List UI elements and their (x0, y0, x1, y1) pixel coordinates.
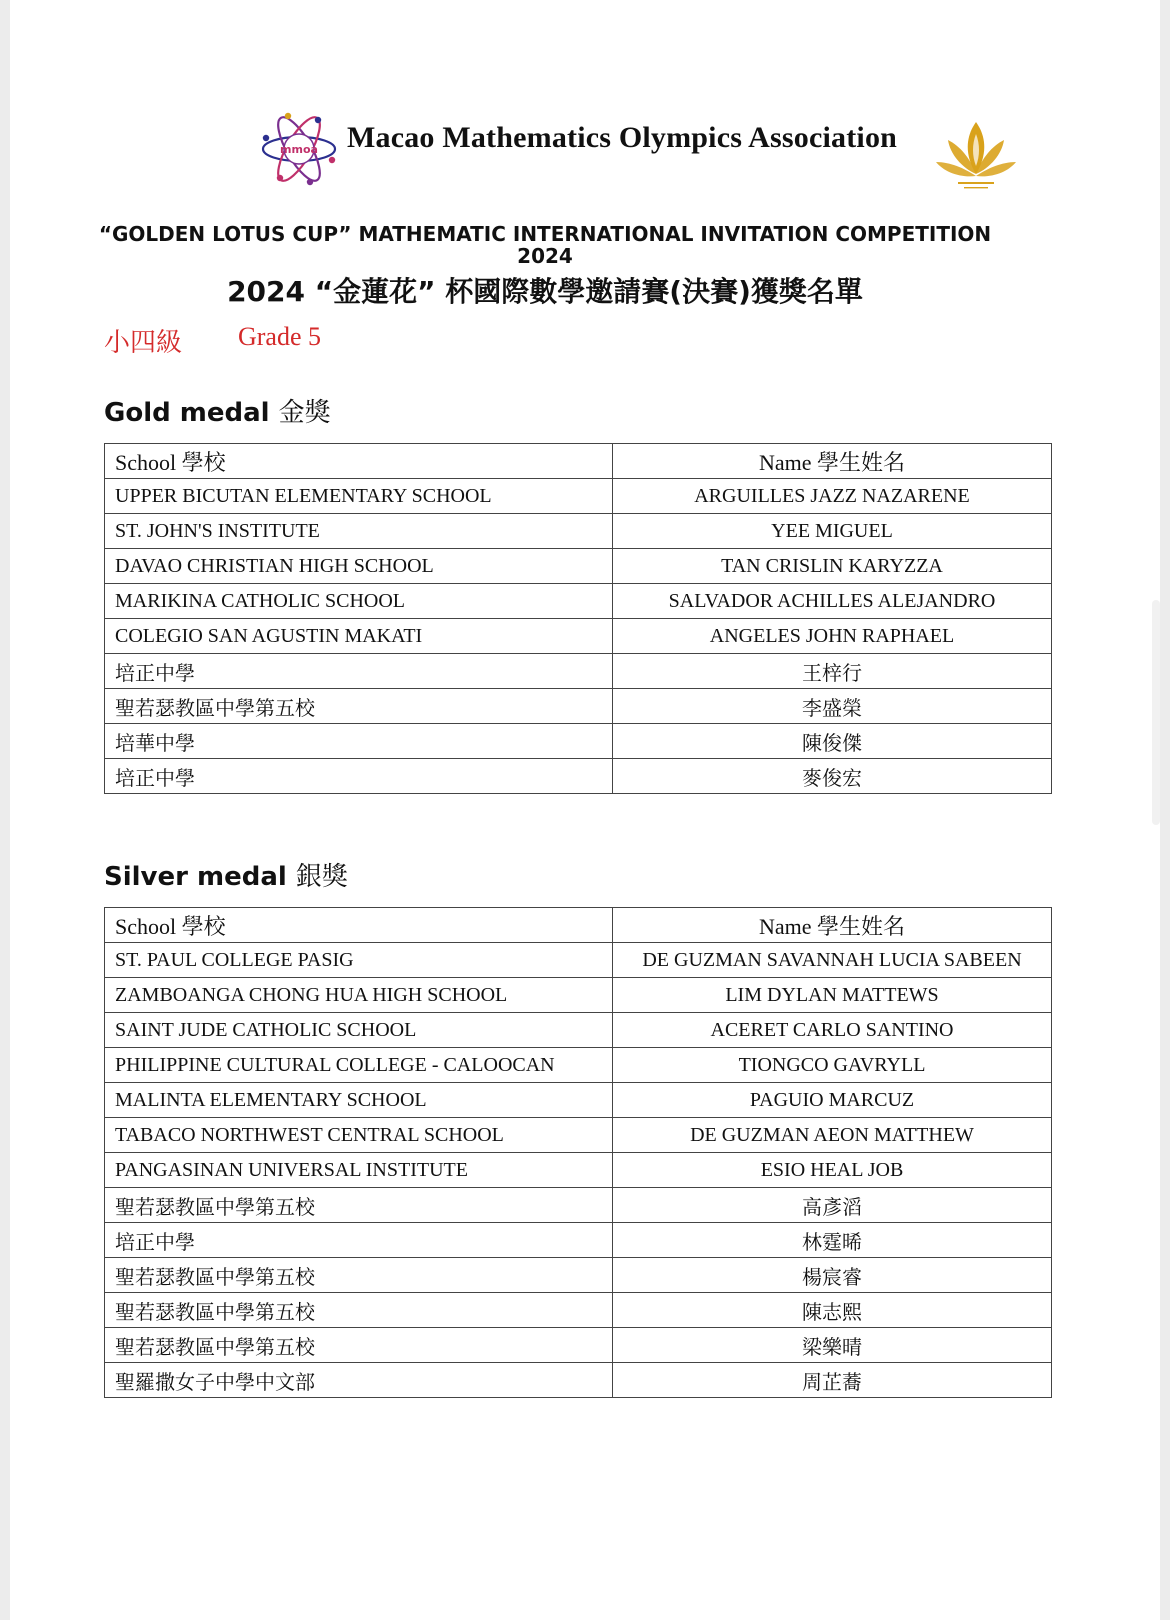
table-header-row (105, 908, 1052, 943)
student-name-cell: PAGUIO MARCUZ (613, 1083, 1052, 1118)
scrollbar[interactable] (1152, 600, 1160, 825)
school-cell: SAINT JUDE CATHOLIC SCHOOL (105, 1013, 613, 1048)
student-name-cell: DE GUZMAN SAVANNAH LUCIA SABEEN (613, 943, 1052, 978)
org-name: Macao Mathematics Olympics Association (347, 121, 898, 154)
school-cell: PHILIPPINE CULTURAL COLLEGE - CALOOCAN (105, 1048, 613, 1083)
column-header-school: School 學校 (105, 908, 613, 943)
silver-medal-heading-en: Silver medal (104, 862, 287, 892)
school-cell: ST. PAUL COLLEGE PASIG (105, 943, 613, 978)
silver-medal-table (104, 907, 1052, 1398)
student-name-cell: ARGUILLES JAZZ NAZARENE (613, 479, 1052, 514)
school-cell: 培正中學 (105, 759, 613, 794)
school-cell: 聖若瑟教區中學第五校 (105, 689, 613, 724)
student-name-cell: 梁樂晴 (613, 1328, 1052, 1363)
student-name-cell: TIONGCO GAVRYLL (613, 1048, 1052, 1083)
student-name-cell: 楊宸睿 (613, 1258, 1052, 1293)
silver-medal-heading (104, 856, 348, 893)
school-cell: UPPER BICUTAN ELEMENTARY SCHOOL (105, 479, 613, 514)
table-row (105, 943, 1052, 978)
column-header-name: Name 學生姓名 (613, 444, 1052, 479)
table-row (105, 1328, 1052, 1363)
golden-lotus-emblem (934, 118, 1018, 196)
school-cell: MARIKINA CATHOLIC SCHOOL (105, 584, 613, 619)
school-cell: 聖若瑟教區中學第五校 (105, 1293, 613, 1328)
table-row (105, 1048, 1052, 1083)
student-name-cell: LIM DYLAN MATTEWS (613, 978, 1052, 1013)
school-cell: 培正中學 (105, 1223, 613, 1258)
student-name-cell: YEE MIGUEL (613, 514, 1052, 549)
table-row (105, 1083, 1052, 1118)
gold-medal-heading (104, 392, 331, 429)
school-cell: 聖若瑟教區中學第五校 (105, 1328, 613, 1363)
competition-title-zh: 2024 “金蓮花” 杯國際數學邀請賽(決賽)獲獎名單 (227, 275, 863, 308)
student-name-cell: 王梓行 (613, 654, 1052, 689)
table-row (105, 759, 1052, 794)
school-cell: PANGASINAN UNIVERSAL INSTITUTE (105, 1153, 613, 1188)
silver-medal-heading-zh: 銀獎 (295, 862, 348, 892)
school-cell: MALINTA ELEMENTARY SCHOOL (105, 1083, 613, 1118)
table-row (105, 978, 1052, 1013)
school-cell: 聖若瑟教區中學第五校 (105, 1258, 613, 1293)
table-row (105, 619, 1052, 654)
school-cell: DAVAO CHRISTIAN HIGH SCHOOL (105, 549, 613, 584)
table-row (105, 1258, 1052, 1293)
school-cell: COLEGIO SAN AGUSTIN MAKATI (105, 619, 613, 654)
table-row (105, 1153, 1052, 1188)
student-name-cell: SALVADOR ACHILLES ALEJANDRO (613, 584, 1052, 619)
table-row (105, 479, 1052, 514)
student-name-cell: ANGELES JOHN RAPHAEL (613, 619, 1052, 654)
table-row (105, 514, 1052, 549)
gold-medal-table (104, 443, 1052, 794)
student-name-cell: TAN CRISLIN KARYZZA (613, 549, 1052, 584)
student-name-cell: 陳俊傑 (613, 724, 1052, 759)
table-row (105, 1013, 1052, 1048)
table-row (105, 549, 1052, 584)
table-row (105, 654, 1052, 689)
table-row (105, 1293, 1052, 1328)
column-header-school: School 學校 (105, 444, 613, 479)
school-cell: 聖羅撒女子中學中文部 (105, 1363, 613, 1398)
column-header-name: Name 學生姓名 (613, 908, 1052, 943)
table-header-row (105, 444, 1052, 479)
school-cell: 培正中學 (105, 654, 613, 689)
student-name-cell: 陳志熙 (613, 1293, 1052, 1328)
table-row (105, 1363, 1052, 1398)
table-row (105, 689, 1052, 724)
student-name-cell: DE GUZMAN AEON MATTHEW (613, 1118, 1052, 1153)
school-cell: ST. JOHN'S INSTITUTE (105, 514, 613, 549)
table-row (105, 584, 1052, 619)
table-row (105, 1188, 1052, 1223)
student-name-cell: ESIO HEAL JOB (613, 1153, 1052, 1188)
school-cell: ZAMBOANGA CHONG HUA HIGH SCHOOL (105, 978, 613, 1013)
grade-label-zh: 小四級 (104, 328, 183, 357)
student-name-cell: 林霆晞 (613, 1223, 1052, 1258)
table-row (105, 724, 1052, 759)
competition-title-en: “GOLDEN LOTUS CUP” MATHEMATIC INTERNATIONAL INVITATION COMPETITION (98, 222, 992, 246)
grade-label-en: Grade 5 (238, 322, 322, 351)
student-name-cell: 高彥滔 (613, 1188, 1052, 1223)
student-name-cell: 李盛榮 (613, 689, 1052, 724)
gold-medal-heading-zh: 金獎 (278, 398, 331, 428)
school-cell: TABACO NORTHWEST CENTRAL SCHOOL (105, 1118, 613, 1153)
table-row (105, 1118, 1052, 1153)
mmoa-logo (258, 108, 340, 190)
competition-year: 2024 (517, 244, 573, 268)
student-name-cell: 周芷蕎 (613, 1363, 1052, 1398)
student-name-cell: 麥俊宏 (613, 759, 1052, 794)
school-cell: 培華中學 (105, 724, 613, 759)
logo-text: mmoa (280, 143, 318, 156)
gold-medal-heading-en: Gold medal (104, 398, 270, 428)
student-name-cell: ACERET CARLO SANTINO (613, 1013, 1052, 1048)
table-row (105, 1223, 1052, 1258)
school-cell: 聖若瑟教區中學第五校 (105, 1188, 613, 1223)
